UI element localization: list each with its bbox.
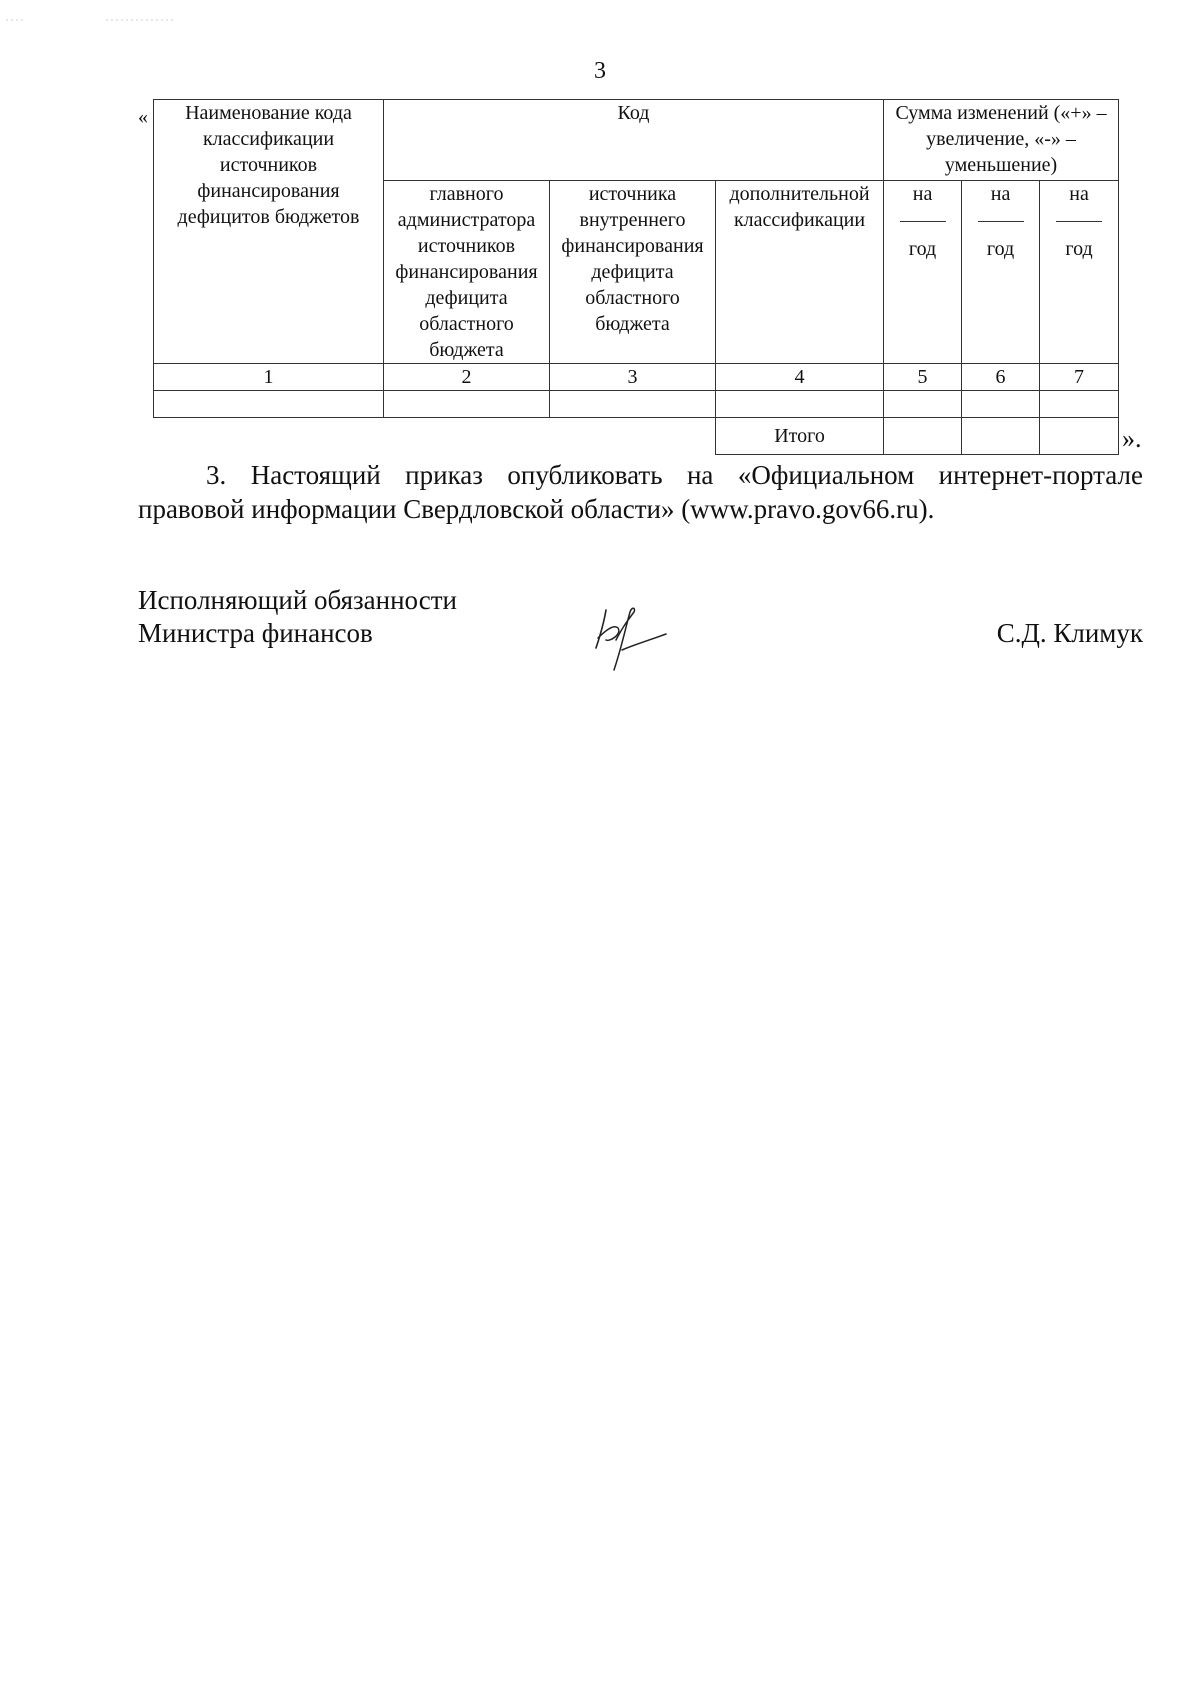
header-code-extra-text: дополнительной классификации (729, 183, 870, 231)
signatory-position (138, 584, 457, 650)
total-cell (962, 418, 1040, 455)
total-row (154, 418, 1119, 455)
year-blank-line (978, 221, 1024, 222)
publication-paragraph: 3. Настоящий приказ опубликовать на «Официальном интернет-портале правовой информации Свердловской области» (www.pravo.gov66.ru). (138, 460, 1143, 524)
column-number: 7 (1040, 364, 1119, 391)
table-cell (550, 391, 716, 418)
column-number: 5 (884, 364, 962, 391)
column-number-row (154, 364, 1119, 391)
signatory-name: С.Д. Климук (996, 618, 1143, 648)
table-cell (884, 391, 962, 418)
table-row (154, 391, 1119, 418)
table-cell (716, 391, 884, 418)
header-year-1 (884, 181, 962, 364)
table-cell (550, 418, 716, 455)
year-prefix: на (1069, 183, 1089, 205)
header-code-source-text: источника внутреннего финансирования дефицита областного бюджета (561, 183, 704, 335)
header-name-text: Наименование кода классификации источников финансирования дефицитов бюджетов (177, 102, 360, 228)
year-suffix: год (986, 238, 1015, 260)
changes-table (153, 99, 1119, 455)
header-sum-text: Сумма изменений («+» – увеличение, «-» – уменьшение) (895, 102, 1107, 176)
page-number: 3 (594, 58, 606, 84)
table-cell (154, 391, 384, 418)
header-code-text: Код (617, 102, 650, 124)
opening-quote: « (138, 106, 148, 128)
year-suffix: год (908, 238, 937, 260)
year-prefix: на (990, 183, 1011, 205)
header-code-group (384, 100, 884, 181)
total-label: Итого (716, 418, 884, 455)
table-cell (962, 391, 1040, 418)
signatory-position-line-1: Исполняющий обязанности (138, 585, 457, 615)
total-cell (884, 418, 962, 455)
table-cell (1040, 391, 1119, 418)
header-code-extra (716, 181, 884, 364)
total-cell (1040, 418, 1119, 455)
column-number: 6 (962, 364, 1040, 391)
column-number: 1 (154, 364, 384, 391)
year-blank-line (900, 221, 946, 222)
table-cell (384, 391, 550, 418)
header-code-source (550, 181, 716, 364)
header-sum-group (884, 100, 1119, 181)
year-blank-line (1056, 221, 1102, 222)
header-year-2 (962, 181, 1040, 364)
table-cell (154, 418, 384, 455)
scan-artifact (6, 18, 176, 22)
table-cell (384, 418, 550, 455)
closing-quote: ». (1122, 424, 1142, 453)
header-code-admin-text: главного администратора источников финансирования дефицита областного бюджета (395, 183, 538, 361)
header-name-column (154, 100, 384, 364)
header-code-admin (384, 181, 550, 364)
column-number: 2 (384, 364, 550, 391)
column-number: 3 (550, 364, 716, 391)
header-year-3 (1040, 181, 1119, 364)
year-prefix: на (912, 183, 933, 205)
handwritten-signature (592, 598, 682, 678)
signatory-position-line-2: Министра финансов (138, 618, 373, 648)
column-number: 4 (716, 364, 884, 391)
year-suffix: год (1065, 238, 1093, 260)
